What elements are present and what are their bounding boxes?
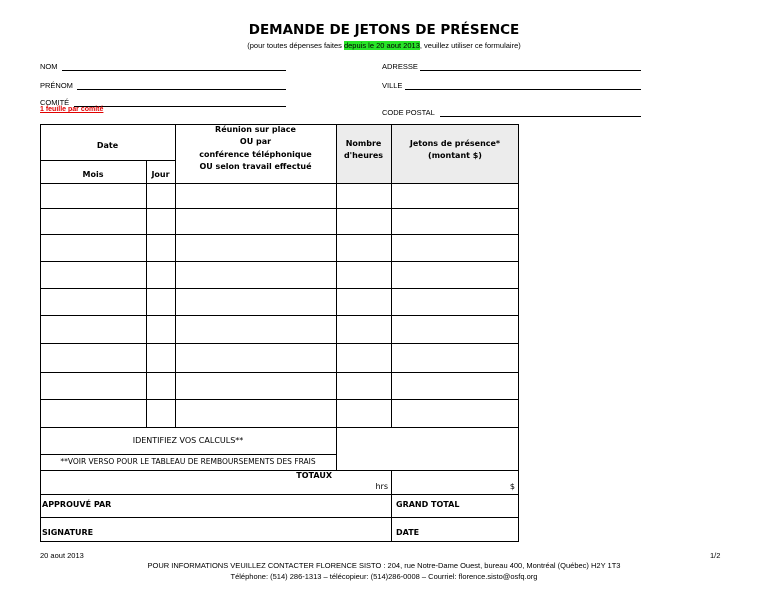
header-reunion bbox=[175, 124, 336, 174]
subtitle-before: (pour toutes dépenses faites bbox=[247, 41, 344, 50]
prenom-label: PRÉNOM bbox=[40, 81, 73, 90]
header-reunion-line2: OU par bbox=[239, 137, 272, 147]
ville-field[interactable] bbox=[405, 89, 641, 90]
subtitle-after: , veuillez utiliser ce formulaire) bbox=[419, 41, 521, 50]
header-jetons bbox=[391, 138, 519, 163]
adresse-label: ADRESSE bbox=[382, 62, 418, 71]
header-reunion-line3: conférence téléphonique bbox=[199, 149, 312, 159]
header-nombre-line2: d'heures bbox=[343, 151, 384, 161]
subtitle-highlight: depuis le 20 aout 2013 bbox=[343, 41, 420, 50]
grand-total-label: GRAND TOTAL bbox=[396, 500, 460, 509]
page-title: DEMANDE DE JETONS DE PRÉSENCE bbox=[248, 22, 520, 38]
header-date: Date bbox=[96, 141, 119, 150]
nom-label: NOM bbox=[40, 62, 58, 71]
comite-note: 1 feuille par comité bbox=[40, 106, 104, 113]
totaux-label: TOTAUX bbox=[296, 471, 332, 480]
header-reunion-line1: Réunion sur place bbox=[215, 125, 296, 134]
comite-label: COMITÉ bbox=[40, 98, 70, 107]
footer-date: 20 aout 2013 bbox=[40, 551, 84, 560]
total-hours-unit: hrs bbox=[375, 482, 388, 491]
ville-label: VILLE bbox=[382, 81, 403, 90]
code-postal-field[interactable] bbox=[440, 116, 641, 117]
subtitle bbox=[0, 41, 768, 50]
header-jetons-line1: Jetons de présence* bbox=[409, 139, 501, 148]
total-amount-unit: $ bbox=[509, 482, 515, 491]
date-label: DATE bbox=[396, 528, 420, 537]
header-jetons-line2: (montant $) bbox=[428, 151, 482, 161]
approuve-par-label: APPROUVÉ PAR bbox=[42, 500, 112, 509]
identifiez-calculs: IDENTIFIEZ VOS CALCULS** bbox=[132, 436, 244, 445]
adresse-field[interactable] bbox=[420, 70, 641, 71]
footer-phone: Téléphone: (514) 286-1313 – télécopieur: (514)286-0008 – Courriel: florence.sisto@osfq.org bbox=[230, 572, 538, 581]
header-nombre bbox=[336, 138, 391, 163]
header-reunion-line4: OU selon travail effectué bbox=[199, 162, 312, 172]
footer-contact: POUR INFORMATIONS VEUILLEZ CONTACTER FLORENCE SISTO : 204, rue Notre-Dame Ouest, bureau 400, Montréal (Québec) H2Y 1T3 bbox=[147, 561, 621, 570]
signature-label: SIGNATURE bbox=[42, 528, 94, 537]
nom-field[interactable] bbox=[62, 70, 286, 71]
comite-field[interactable] bbox=[74, 106, 286, 107]
prenom-field[interactable] bbox=[77, 89, 286, 90]
voir-verso-note: **VOIR VERSO POUR LE TABLEAU DE REMBOURSEMENTS DES FRAIS bbox=[60, 457, 316, 466]
header-jour: Jour bbox=[151, 170, 170, 179]
header-mois: Mois bbox=[82, 170, 104, 179]
code-postal-label: CODE POSTAL bbox=[382, 108, 435, 117]
form-table bbox=[40, 124, 519, 542]
page-number: 1/2 bbox=[710, 551, 721, 560]
header-nombre-line1: Nombre bbox=[345, 139, 382, 148]
